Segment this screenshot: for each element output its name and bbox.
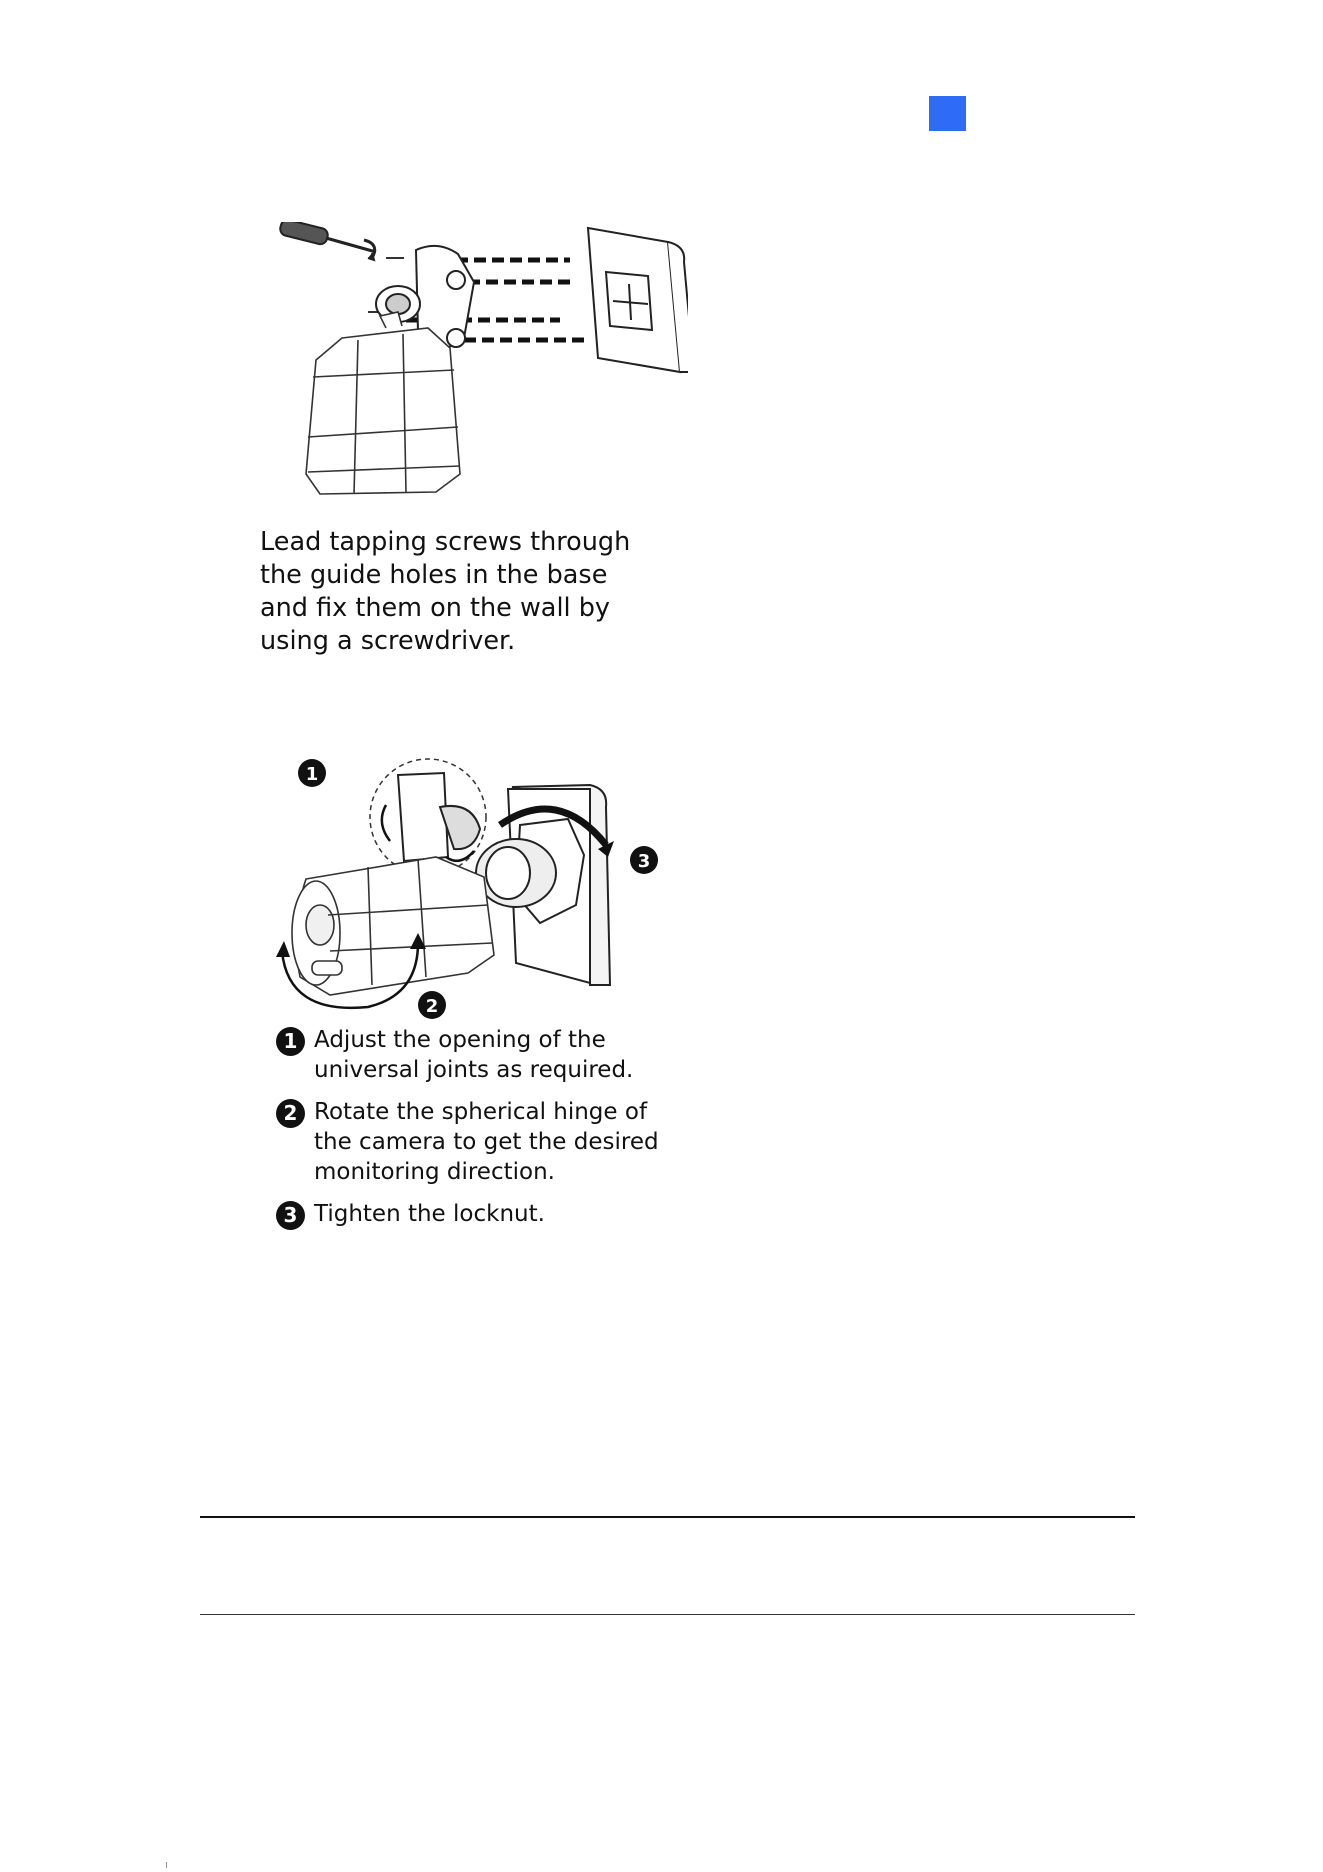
step-number-badge: 2	[276, 1099, 305, 1128]
wall-fix-instructions	[260, 526, 631, 658]
step-number-badge: 1	[276, 1027, 305, 1056]
instruction-line: and fix them on the wall by	[260, 593, 610, 623]
step-number-badge: 3	[276, 1201, 305, 1230]
svg-text:1: 1	[305, 764, 319, 785]
adjustment-steps	[276, 1025, 659, 1241]
instruction-line: Lead tapping screws through	[260, 527, 631, 557]
callout-3-icon	[630, 846, 658, 874]
svg-text:3: 3	[637, 851, 651, 872]
camera-adjust-illustration	[268, 745, 668, 1027]
page-edge-mark	[166, 1862, 167, 1868]
chapter-marker	[929, 96, 966, 131]
svg-text:2: 2	[425, 996, 439, 1017]
step-text-line: universal joints as required.	[314, 1057, 634, 1083]
callout-2-icon	[418, 991, 446, 1019]
note-box-bottom-rule	[200, 1614, 1135, 1615]
step-text-line: Rotate the spherical hinge of	[314, 1099, 648, 1125]
instruction-line: using a screwdriver.	[260, 626, 516, 656]
callout-1-icon	[298, 759, 326, 787]
note-box-top-rule	[200, 1516, 1135, 1518]
wall-mount-illustration	[268, 222, 688, 514]
step-text-line: Adjust the opening of the	[314, 1027, 606, 1053]
adjust-step-3	[276, 1199, 656, 1229]
instruction-line: the guide holes in the base	[260, 560, 608, 590]
step-text-line: the camera to get the desired	[314, 1129, 659, 1155]
adjust-step-2	[276, 1097, 659, 1187]
screwdriver-icon	[279, 222, 376, 260]
step-text-line: monitoring direction.	[314, 1159, 555, 1185]
adjust-step-1	[276, 1025, 656, 1085]
step-text-line: Tighten the locknut.	[314, 1201, 545, 1227]
